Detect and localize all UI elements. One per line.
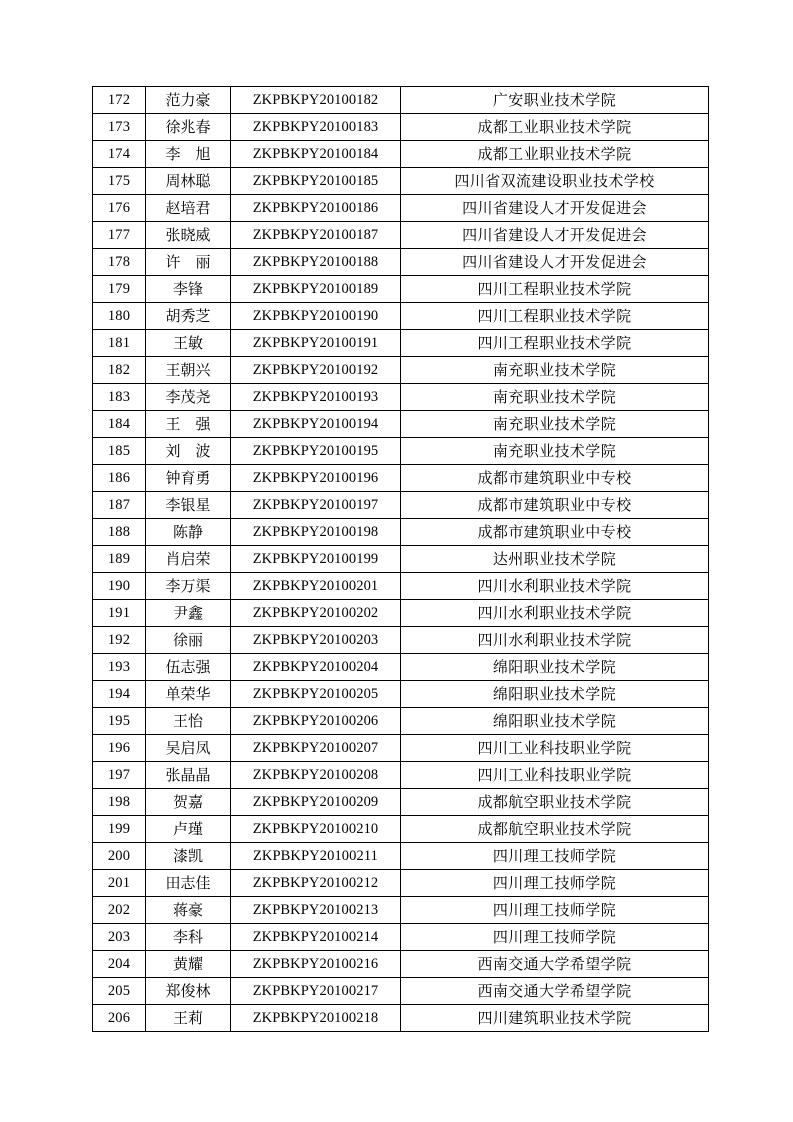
row-index-cell: 205 [93,978,146,1005]
row-index-cell: 176 [93,195,146,222]
row-index-cell: 187 [93,492,146,519]
table-row [93,411,709,438]
table-row [93,303,709,330]
row-org-cell: 成都航空职业技术学院 [401,816,709,843]
row-name-cell: 卢瑾 [146,816,231,843]
table-row [93,627,709,654]
row-code-cell: ZKPBKPY20100218 [231,1005,401,1032]
table-row [93,708,709,735]
row-code-cell: ZKPBKPY20100184 [231,141,401,168]
table-row [93,654,709,681]
row-name-cell: 王敏 [146,330,231,357]
row-index-cell: 185 [93,438,146,465]
row-name-cell: 徐丽 [146,627,231,654]
table-row [93,492,709,519]
row-code-cell: ZKPBKPY20100203 [231,627,401,654]
row-name-cell: 李科 [146,924,231,951]
row-code-cell: ZKPBKPY20100197 [231,492,401,519]
row-org-cell: 成都市建筑职业中专校 [401,519,709,546]
row-name-cell: 周林聪 [146,168,231,195]
row-name-cell: 钟育勇 [146,465,231,492]
row-name-cell: 单荣华 [146,681,231,708]
row-code-cell: ZKPBKPY20100193 [231,384,401,411]
roster-table-container [92,86,708,1032]
row-name-cell: 伍志强 [146,654,231,681]
row-name-cell: 陈静 [146,519,231,546]
row-index-cell: 199 [93,816,146,843]
row-org-cell: 南充职业技术学院 [401,411,709,438]
row-name-cell: 徐兆春 [146,114,231,141]
row-index-cell: 183 [93,384,146,411]
row-org-cell: 四川水利职业技术学院 [401,627,709,654]
table-row [93,249,709,276]
table-row [93,870,709,897]
row-code-cell: ZKPBKPY20100188 [231,249,401,276]
row-name-cell: 贺嘉 [146,789,231,816]
table-row [93,141,709,168]
row-org-cell: 成都市建筑职业中专校 [401,465,709,492]
row-org-cell: 四川理工技师学院 [401,924,709,951]
row-name-cell: 胡秀芝 [146,303,231,330]
row-org-cell: 四川省双流建设职业技术学校 [401,168,709,195]
row-code-cell: ZKPBKPY20100191 [231,330,401,357]
row-code-cell: ZKPBKPY20100212 [231,870,401,897]
row-name-cell: 张晶晶 [146,762,231,789]
row-code-cell: ZKPBKPY20100199 [231,546,401,573]
row-name-cell: 李 旭 [146,141,231,168]
row-code-cell: ZKPBKPY20100186 [231,195,401,222]
row-org-cell: 四川水利职业技术学院 [401,573,709,600]
row-index-cell: 197 [93,762,146,789]
row-code-cell: ZKPBKPY20100195 [231,438,401,465]
row-code-cell: ZKPBKPY20100205 [231,681,401,708]
row-index-cell: 177 [93,222,146,249]
row-code-cell: ZKPBKPY20100216 [231,951,401,978]
row-name-cell: 漆凯 [146,843,231,870]
row-org-cell: 四川工程职业技术学院 [401,330,709,357]
row-name-cell: 郑俊林 [146,978,231,1005]
row-index-cell: 172 [93,87,146,114]
table-row [93,1005,709,1032]
row-name-cell: 蒋豪 [146,897,231,924]
row-name-cell: 王 强 [146,411,231,438]
row-name-cell: 王莉 [146,1005,231,1032]
table-row [93,330,709,357]
row-org-cell: 成都市建筑职业中专校 [401,492,709,519]
row-index-cell: 202 [93,897,146,924]
row-name-cell: 刘 波 [146,438,231,465]
row-org-cell: 四川工程职业技术学院 [401,276,709,303]
table-row [93,924,709,951]
table-row [93,168,709,195]
row-code-cell: ZKPBKPY20100208 [231,762,401,789]
row-name-cell: 李银星 [146,492,231,519]
table-row [93,951,709,978]
row-name-cell: 肖启荣 [146,546,231,573]
row-code-cell: ZKPBKPY20100201 [231,573,401,600]
row-index-cell: 193 [93,654,146,681]
row-index-cell: 204 [93,951,146,978]
table-row [93,195,709,222]
row-index-cell: 179 [93,276,146,303]
row-org-cell: 成都航空职业技术学院 [401,789,709,816]
row-code-cell: ZKPBKPY20100202 [231,600,401,627]
table-row [93,816,709,843]
row-code-cell: ZKPBKPY20100187 [231,222,401,249]
roster-table [92,86,709,1032]
row-name-cell: 黄耀 [146,951,231,978]
table-row [93,843,709,870]
row-org-cell: 西南交通大学希望学院 [401,951,709,978]
row-index-cell: 190 [93,573,146,600]
row-org-cell: 四川工业科技职业学院 [401,762,709,789]
table-row [93,762,709,789]
row-code-cell: ZKPBKPY20100214 [231,924,401,951]
row-org-cell: 四川建筑职业技术学院 [401,1005,709,1032]
row-code-cell: ZKPBKPY20100196 [231,465,401,492]
row-code-cell: ZKPBKPY20100211 [231,843,401,870]
row-code-cell: ZKPBKPY20100217 [231,978,401,1005]
row-code-cell: ZKPBKPY20100190 [231,303,401,330]
row-name-cell: 赵培君 [146,195,231,222]
row-index-cell: 180 [93,303,146,330]
row-code-cell: ZKPBKPY20100194 [231,411,401,438]
row-org-cell: 四川理工技师学院 [401,870,709,897]
row-org-cell: 绵阳职业技术学院 [401,681,709,708]
row-index-cell: 191 [93,600,146,627]
row-org-cell: 南充职业技术学院 [401,357,709,384]
table-row [93,519,709,546]
table-row [93,438,709,465]
row-code-cell: ZKPBKPY20100189 [231,276,401,303]
row-name-cell: 张晓威 [146,222,231,249]
row-code-cell: ZKPBKPY20100182 [231,87,401,114]
row-index-cell: 175 [93,168,146,195]
row-org-cell: 南充职业技术学院 [401,438,709,465]
row-name-cell: 李万渠 [146,573,231,600]
row-org-cell: 绵阳职业技术学院 [401,708,709,735]
row-org-cell: 广安职业技术学院 [401,87,709,114]
table-row [93,573,709,600]
table-row [93,114,709,141]
table-row [93,546,709,573]
row-org-cell: 西南交通大学希望学院 [401,978,709,1005]
row-code-cell: ZKPBKPY20100185 [231,168,401,195]
table-row [93,789,709,816]
row-index-cell: 206 [93,1005,146,1032]
row-code-cell: ZKPBKPY20100209 [231,789,401,816]
row-name-cell: 吴启凤 [146,735,231,762]
row-code-cell: ZKPBKPY20100206 [231,708,401,735]
table-row [93,276,709,303]
row-index-cell: 195 [93,708,146,735]
row-org-cell: 四川工业科技职业学院 [401,735,709,762]
row-index-cell: 192 [93,627,146,654]
row-index-cell: 196 [93,735,146,762]
row-name-cell: 王怡 [146,708,231,735]
table-row [93,978,709,1005]
table-row [93,897,709,924]
row-index-cell: 174 [93,141,146,168]
table-row [93,87,709,114]
row-name-cell: 许 丽 [146,249,231,276]
row-org-cell: 四川水利职业技术学院 [401,600,709,627]
row-org-cell: 四川理工技师学院 [401,843,709,870]
row-org-cell: 南充职业技术学院 [401,384,709,411]
row-code-cell: ZKPBKPY20100192 [231,357,401,384]
row-code-cell: ZKPBKPY20100210 [231,816,401,843]
row-index-cell: 189 [93,546,146,573]
table-row [93,600,709,627]
row-org-cell: 四川工程职业技术学院 [401,303,709,330]
row-index-cell: 178 [93,249,146,276]
row-name-cell: 李茂尧 [146,384,231,411]
row-index-cell: 188 [93,519,146,546]
row-org-cell: 四川理工技师学院 [401,897,709,924]
table-row [93,465,709,492]
row-code-cell: ZKPBKPY20100207 [231,735,401,762]
row-org-cell: 四川省建设人才开发促进会 [401,249,709,276]
row-index-cell: 203 [93,924,146,951]
table-row [93,384,709,411]
row-index-cell: 186 [93,465,146,492]
row-name-cell: 王朝兴 [146,357,231,384]
row-org-cell: 成都工业职业技术学院 [401,141,709,168]
row-code-cell: ZKPBKPY20100183 [231,114,401,141]
table-row [93,681,709,708]
row-index-cell: 182 [93,357,146,384]
row-org-cell: 绵阳职业技术学院 [401,654,709,681]
row-code-cell: ZKPBKPY20100204 [231,654,401,681]
row-index-cell: 198 [93,789,146,816]
row-index-cell: 181 [93,330,146,357]
table-row [93,357,709,384]
row-code-cell: ZKPBKPY20100198 [231,519,401,546]
row-name-cell: 李锋 [146,276,231,303]
row-org-cell: 达州职业技术学院 [401,546,709,573]
row-index-cell: 200 [93,843,146,870]
row-name-cell: 尹鑫 [146,600,231,627]
row-org-cell: 四川省建设人才开发促进会 [401,195,709,222]
table-row [93,222,709,249]
row-org-cell: 四川省建设人才开发促进会 [401,222,709,249]
row-index-cell: 201 [93,870,146,897]
row-name-cell: 田志佳 [146,870,231,897]
row-org-cell: 成都工业职业技术学院 [401,114,709,141]
row-index-cell: 173 [93,114,146,141]
roster-table-body [93,87,709,1032]
row-index-cell: 194 [93,681,146,708]
row-index-cell: 184 [93,411,146,438]
table-row [93,735,709,762]
row-name-cell: 范力豪 [146,87,231,114]
row-code-cell: ZKPBKPY20100213 [231,897,401,924]
